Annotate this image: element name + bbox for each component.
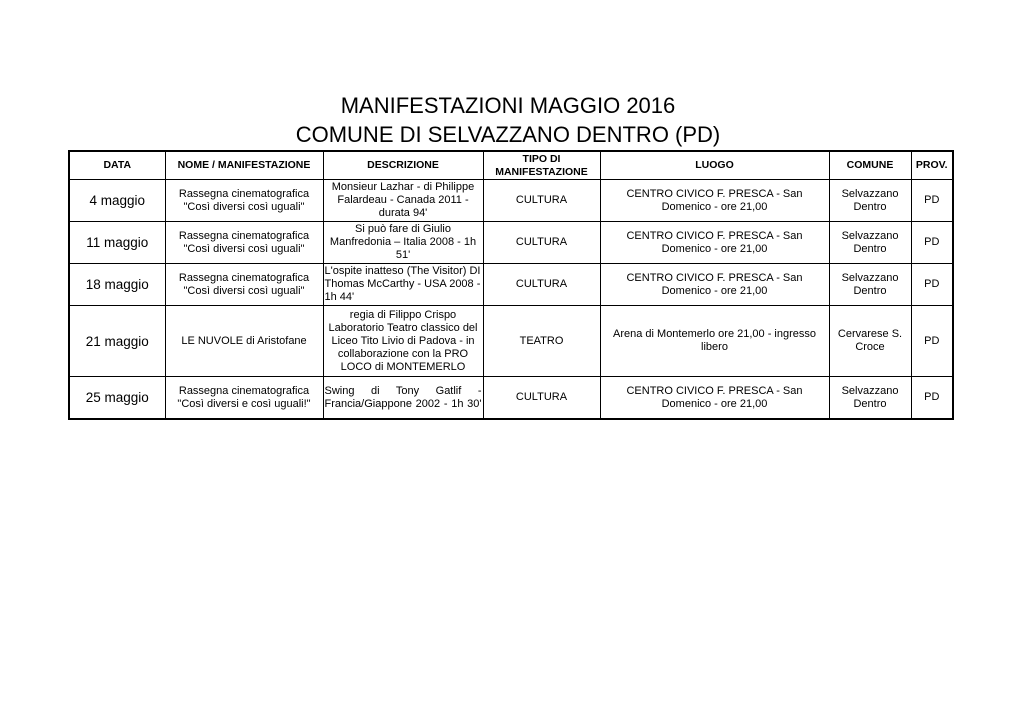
cell-descrizione: Si può fare di Giulio Manfredonia – Italia 2008 - 1h 51' (323, 222, 483, 264)
cell-nome: Rassegna cinematografica "Così diversi così uguali" (165, 222, 323, 264)
header-comune: COMUNE (829, 151, 911, 180)
cell-luogo: CENTRO CIVICO F. PRESCA - San Domenico - ore 21,00 (600, 180, 829, 222)
cell-luogo: CENTRO CIVICO F. PRESCA - San Domenico - ore 21,00 (600, 222, 829, 264)
header-descrizione: DESCRIZIONE (323, 151, 483, 180)
cell-nome: LE NUVOLE di Aristofane (165, 306, 323, 377)
cell-comune: Cervarese S. Croce (829, 306, 911, 377)
cell-tipo: CULTURA (483, 377, 600, 420)
table-row (69, 180, 953, 222)
table-row (69, 222, 953, 264)
cell-data: 11 maggio (69, 222, 165, 264)
page-subtitle: COMUNE DI SELVAZZANO DENTRO (PD) (295, 122, 721, 147)
cell-descrizione: Monsieur Lazhar - di Philippe Falardeau - Canada 2011 - durata 94' (323, 180, 483, 222)
cell-comune: Selvazzano Dentro (829, 377, 911, 420)
cell-luogo: Arena di Montemerlo ore 21,00 - ingresso libero (600, 306, 829, 377)
header-data: DATA (69, 151, 165, 180)
cell-data: 21 maggio (69, 306, 165, 377)
cell-tipo: TEATRO (483, 306, 600, 377)
cell-descrizione: regia di Filippo Crispo Laboratorio Teatro classico del Liceo Tito Livio di Padova - in collaborazione con la PRO LOCO di MONTEMERLO (323, 306, 483, 377)
cell-comune: Selvazzano Dentro (829, 222, 911, 264)
cell-luogo: CENTRO CIVICO F. PRESCA - San Domenico - ore 21,00 (600, 264, 829, 306)
table-header-row (69, 151, 953, 180)
page-title: MANIFESTAZIONI MAGGIO 2016 (340, 93, 676, 118)
cell-descrizione: L'ospite inatteso (The Visitor) DI Thomas McCarthy - USA 2008 - 1h 44' (323, 264, 483, 306)
cell-nome: Rassegna cinematografica "Così diversi così uguali" (165, 264, 323, 306)
header-nome: NOME / MANIFESTAZIONE (165, 151, 323, 180)
cell-data: 18 maggio (69, 264, 165, 306)
table-row (69, 264, 953, 306)
header-luogo: LUOGO (600, 151, 829, 180)
cell-comune: Selvazzano Dentro (829, 264, 911, 306)
cell-prov: PD (911, 180, 953, 222)
cell-nome: Rassegna cinematografica "Così diversi e così uguali!" (165, 377, 323, 420)
table-row (69, 306, 953, 377)
cell-tipo: CULTURA (483, 264, 600, 306)
cell-data: 4 maggio (69, 180, 165, 222)
cell-descrizione: Swing di Tony Gatlif - Francia/Giappone 2002 - 1h 30' (323, 377, 483, 420)
cell-tipo: CULTURA (483, 222, 600, 264)
header-tipo: TIPO DI MANIFESTAZIONE (483, 151, 600, 180)
cell-prov: PD (911, 264, 953, 306)
cell-data: 25 maggio (69, 377, 165, 420)
cell-tipo: CULTURA (483, 180, 600, 222)
cell-prov: PD (911, 306, 953, 377)
cell-luogo: CENTRO CIVICO F. PRESCA - San Domenico - ore 21,00 (600, 377, 829, 420)
cell-prov: PD (911, 377, 953, 420)
cell-prov: PD (911, 222, 953, 264)
header-prov: PROV. (911, 151, 953, 180)
table-row (69, 377, 953, 420)
cell-nome: Rassegna cinematografica "Così diversi così uguali" (165, 180, 323, 222)
cell-comune: Selvazzano Dentro (829, 180, 911, 222)
events-table (68, 150, 954, 420)
